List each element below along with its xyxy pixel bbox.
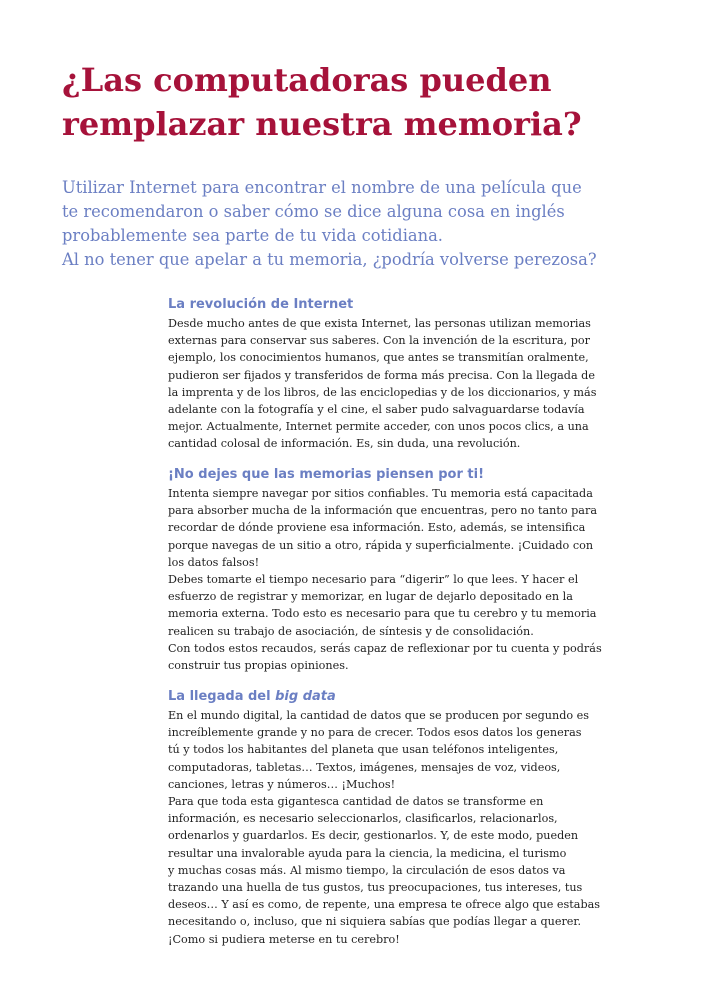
body-line: canciones, letras y números… ¡Muchos!: [168, 777, 396, 791]
body-line: memoria externa. Todo esto es necesario para que tu cerebro y tu memoria: [168, 607, 597, 621]
intro-line: probablemente sea parte de tu vida cotidiana.: [62, 226, 443, 245]
title-line: remplazar nuestra memoria?: [62, 105, 582, 143]
body-line: Intenta siempre navegar por sitios confiables. Tu memoria está capacitada: [168, 487, 593, 500]
body-line: porque navegas de un sitio a otro, rápida y superficialmente. ¡Cuidado con: [168, 538, 594, 552]
body-line: realicen su trabajo de asociación, de síntesis y de consolidación.: [168, 624, 534, 638]
section-body: [168, 315, 608, 453]
intro-line: te recomendaron o saber cómo se dice alguna cosa en inglés: [62, 202, 565, 221]
section-big-data: [168, 687, 608, 948]
body-line: computadoras, tabletas… Textos, imágenes, mensajes de voz, videos,: [168, 760, 561, 774]
body-line: y muchas cosas más. Al mismo tiempo, la circulación de esos datos va: [168, 863, 566, 877]
body-line: los datos falsos!: [168, 555, 260, 569]
section-heading-italic: big data: [275, 689, 336, 704]
body-line: Debes tomarte el tiempo necesario para “digerir” lo que lees. Y hacer el: [168, 573, 579, 587]
body-line: increíblemente grande y no para de crecer. Todos esos datos los generas: [168, 726, 582, 740]
intro-line: Utilizar Internet para encontrar el nombre de una película que: [62, 178, 582, 197]
intro-line: Al no tener que apelar a tu memoria, ¿podría volverse perezosa?: [62, 250, 597, 269]
body-line: cantidad colosal de información. Es, sin duda, una revolución.: [168, 437, 521, 451]
section-heading: ¡No dejes que las memorias piensen por ti!: [168, 467, 485, 482]
section-dont-let-memories-think: [168, 465, 608, 674]
section-heading: La revolución de Internet: [168, 297, 354, 312]
body-line: pudieron ser fijados y transferidos de forma más precisa. Con la llegada de: [168, 368, 595, 382]
section-internet-revolution: [168, 295, 608, 453]
body-line: mejor. Actualmente, Internet permite acceder, con unos pocos clics, a una: [168, 420, 589, 434]
body-line: Desde mucho antes de que exista Internet, las personas utilizan memorias: [168, 317, 591, 330]
page-title: [62, 58, 682, 146]
body-line: Con todos estos recaudos, serás capaz de reflexionar por tu cuenta y podrás: [168, 641, 602, 655]
body-line: ¡Como si pudiera meterse en tu cerebro!: [168, 932, 400, 946]
body-line: deseos… Y así es como, de repente, una empresa te ofrece algo que estabas: [168, 898, 601, 912]
body-line: esfuerzo de registrar y memorizar, en lugar de dejarlo depositado en la: [168, 590, 573, 604]
body-line: para absorber mucha de la información que encuentras, pero no tanto para: [168, 504, 597, 518]
body-line: adelante con la fotografía y el cine, el saber pudo salvaguardarse todavía: [168, 403, 585, 417]
body-line: información, es necesario seleccionarlos, clasificarlos, relacionarlos,: [168, 812, 558, 826]
body-line: tú y todos los habitantes del planeta que usan teléfonos inteligentes,: [168, 743, 559, 757]
body-line: resultar una invalorable ayuda para la ciencia, la medicina, el turismo: [168, 846, 567, 860]
body-line: recordar de dónde proviene esa información. Esto, además, se intensifica: [168, 521, 586, 535]
intro-paragraph: [62, 176, 682, 272]
body-line: Para que toda esta gigantesca cantidad de datos se transforme en: [168, 795, 544, 809]
section-heading-plain: La llegada del: [168, 689, 276, 704]
body-line: necesitando o, incluso, que ni siquiera sabías que podías llegar a querer.: [168, 915, 582, 929]
body-line: la imprenta y de los libros, de las enciclopedias y de los diccionarios, y más: [168, 385, 597, 399]
body-line: externas para conservar sus saberes. Con la invención de la escritura, por: [168, 334, 590, 348]
body-line: ordenarlos y guardarlos. Es decir, gestionarlos. Y, de este modo, pueden: [168, 829, 579, 843]
body-line: En el mundo digital, la cantidad de datos que se producen por segundo es: [168, 709, 590, 722]
section-body: [168, 485, 608, 674]
title-line: ¿Las computadoras pueden: [62, 61, 552, 99]
section-heading: [168, 687, 608, 706]
body-line: construir tus propias opiniones.: [168, 659, 349, 673]
body-line: trazando una huella de tus gustos, tus preocupaciones, tus intereses, tus: [168, 881, 583, 895]
section-body: [168, 707, 608, 948]
body-line: ejemplo, los conocimientos humanos, que antes se transmitían oralmente,: [168, 351, 589, 365]
